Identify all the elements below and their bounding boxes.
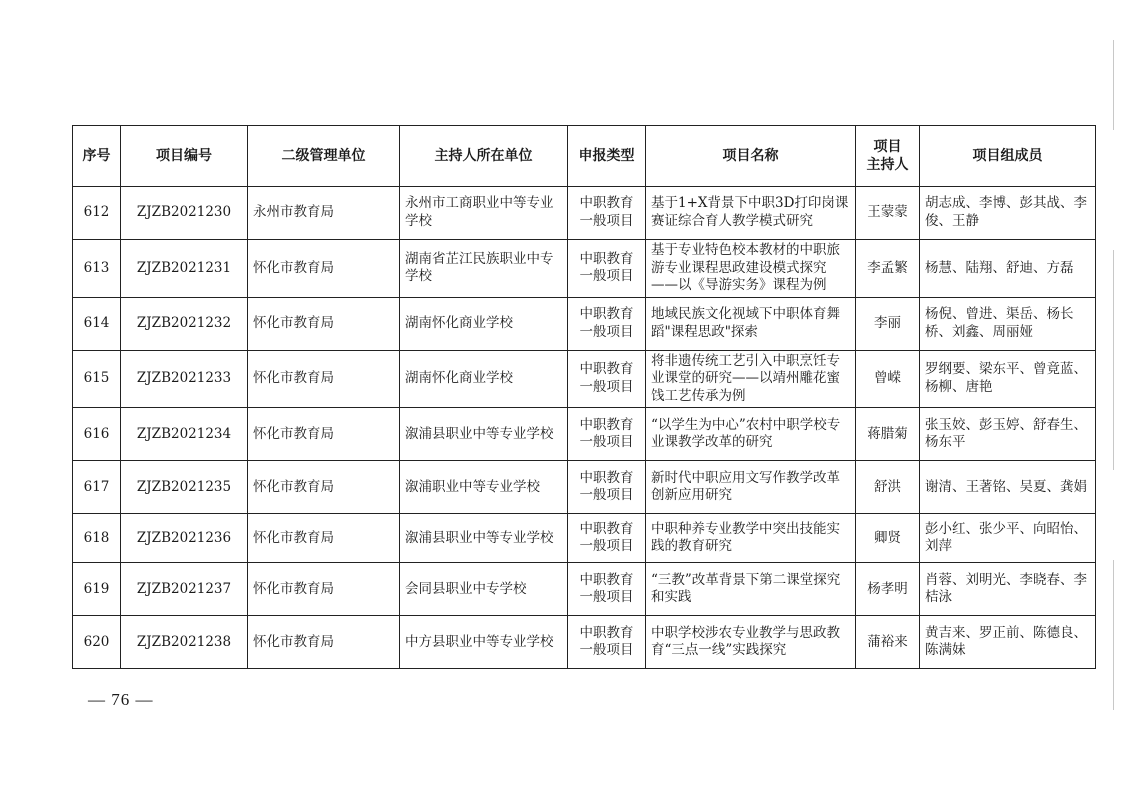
margin-mark-top	[1113, 40, 1114, 130]
row-project-name: 新时代中职应用文写作教学改革创新应用研究	[646, 461, 856, 514]
table-row	[73, 350, 1096, 408]
row-host: 李孟繁	[856, 240, 920, 298]
row-project-code: ZJZB2021233	[121, 350, 248, 408]
row-seq: 615	[73, 350, 121, 408]
row-management-unit: 怀化市教育局	[248, 240, 400, 298]
row-seq: 620	[73, 616, 121, 669]
row-project-code: ZJZB2021230	[121, 187, 248, 240]
row-project-code: ZJZB2021231	[121, 240, 248, 298]
row-application-type: 中职教育 一般项目	[568, 408, 646, 461]
row-project-code: ZJZB2021235	[121, 461, 248, 514]
row-host: 曾嵘	[856, 350, 920, 408]
row-host: 李丽	[856, 297, 920, 350]
row-management-unit: 永州市教育局	[248, 187, 400, 240]
row-management-unit: 怀化市教育局	[248, 616, 400, 669]
row-application-type: 中职教育 一般项目	[568, 350, 646, 408]
row-management-unit: 怀化市教育局	[248, 408, 400, 461]
margin-mark-bottom	[1113, 560, 1114, 710]
margin-mark-middle	[1113, 250, 1114, 470]
table-row	[73, 240, 1096, 298]
row-members: 胡志成、李博、彭其战、李俊、王静	[920, 187, 1096, 240]
row-project-code: ZJZB2021236	[121, 514, 248, 563]
row-seq: 614	[73, 297, 121, 350]
row-management-unit: 怀化市教育局	[248, 563, 400, 616]
table-body	[73, 187, 1096, 669]
table-row	[73, 187, 1096, 240]
row-host-organization: 溆浦职业中等专业学校	[400, 461, 568, 514]
row-members: 肖蓉、刘明光、李晓春、李桔泳	[920, 563, 1096, 616]
row-host-organization: 湖南省芷江民族职业中专学校	[400, 240, 568, 298]
row-project-name: 将非遗传统工艺引入中职烹饪专业课堂的研究——以靖州雕花蜜饯工艺传承为例	[646, 350, 856, 408]
row-host-organization: 会同县职业中专学校	[400, 563, 568, 616]
row-application-type: 中职教育 一般项目	[568, 187, 646, 240]
row-management-unit: 怀化市教育局	[248, 350, 400, 408]
column-header: 主持人所在单位	[400, 126, 568, 187]
table-row	[73, 514, 1096, 563]
row-project-name: “三教”改革背景下第二课堂探究和实践	[646, 563, 856, 616]
row-project-name: 基于1+X背景下中职3D打印岗课赛证综合育人教学模式研究	[646, 187, 856, 240]
row-project-code: ZJZB2021234	[121, 408, 248, 461]
row-seq: 618	[73, 514, 121, 563]
table-row	[73, 461, 1096, 514]
row-members: 黄吉来、罗正前、陈德良、陈满妹	[920, 616, 1096, 669]
row-host: 舒洪	[856, 461, 920, 514]
column-header: 项目组成员	[920, 126, 1096, 187]
row-project-code: ZJZB2021232	[121, 297, 248, 350]
row-seq: 616	[73, 408, 121, 461]
row-members: 罗纲要、梁东平、曾竟蓝、杨柳、唐艳	[920, 350, 1096, 408]
table-header	[73, 126, 1096, 187]
row-host: 蒋腊菊	[856, 408, 920, 461]
row-seq: 613	[73, 240, 121, 298]
row-project-name: “以学生为中心”农村中职学校专业课教学改革的研究	[646, 408, 856, 461]
row-management-unit: 怀化市教育局	[248, 514, 400, 563]
table-row	[73, 408, 1096, 461]
row-project-code: ZJZB2021237	[121, 563, 248, 616]
table-row	[73, 563, 1096, 616]
project-table	[72, 125, 1096, 669]
row-application-type: 中职教育 一般项目	[568, 297, 646, 350]
row-management-unit: 怀化市教育局	[248, 297, 400, 350]
row-application-type: 中职教育 一般项目	[568, 240, 646, 298]
row-project-name: 地域民族文化视域下中职体育舞蹈"课程思政"探索	[646, 297, 856, 350]
row-members: 杨倪、曾进、渠岳、杨长桥、刘鑫、周丽娅	[920, 297, 1096, 350]
column-header: 二级管理单位	[248, 126, 400, 187]
row-application-type: 中职教育 一般项目	[568, 563, 646, 616]
row-host-organization: 湖南怀化商业学校	[400, 350, 568, 408]
row-application-type: 中职教育 一般项目	[568, 461, 646, 514]
row-host-organization: 溆浦县职业中等专业学校	[400, 514, 568, 563]
row-seq: 612	[73, 187, 121, 240]
header-row	[73, 126, 1096, 187]
row-members: 谢清、王著铭、吴夏、龚娟	[920, 461, 1096, 514]
row-host: 杨孝明	[856, 563, 920, 616]
row-project-name: 中职种养专业教学中突出技能实践的教育研究	[646, 514, 856, 563]
row-seq: 617	[73, 461, 121, 514]
page-number: — 76 —	[88, 690, 154, 709]
column-header: 项目 主持人	[856, 126, 920, 187]
row-host-organization: 永州市工商职业中等专业学校	[400, 187, 568, 240]
row-management-unit: 怀化市教育局	[248, 461, 400, 514]
row-members: 杨慧、陆翔、舒迪、方磊	[920, 240, 1096, 298]
row-host-organization: 溆浦县职业中等专业学校	[400, 408, 568, 461]
row-host: 王蒙蒙	[856, 187, 920, 240]
row-project-name: 基于专业特色校本教材的中职旅游专业课程思政建设模式探究——以《导游实务》课程为例	[646, 240, 856, 298]
column-header: 序号	[73, 126, 121, 187]
column-header: 项目编号	[121, 126, 248, 187]
row-host: 卿贤	[856, 514, 920, 563]
row-project-code: ZJZB2021238	[121, 616, 248, 669]
row-host-organization: 湖南怀化商业学校	[400, 297, 568, 350]
column-header: 申报类型	[568, 126, 646, 187]
table-row	[73, 297, 1096, 350]
row-host: 蒲裕来	[856, 616, 920, 669]
table-row	[73, 616, 1096, 669]
column-header: 项目名称	[646, 126, 856, 187]
row-seq: 619	[73, 563, 121, 616]
row-members: 彭小红、张少平、向昭怡、刘萍	[920, 514, 1096, 563]
row-project-name: 中职学校涉农专业教学与思政教育“三点一线”实践探究	[646, 616, 856, 669]
row-application-type: 中职教育 一般项目	[568, 616, 646, 669]
row-application-type: 中职教育 一般项目	[568, 514, 646, 563]
row-members: 张玉姣、彭玉婷、舒春生、杨东平	[920, 408, 1096, 461]
row-host-organization: 中方县职业中等专业学校	[400, 616, 568, 669]
